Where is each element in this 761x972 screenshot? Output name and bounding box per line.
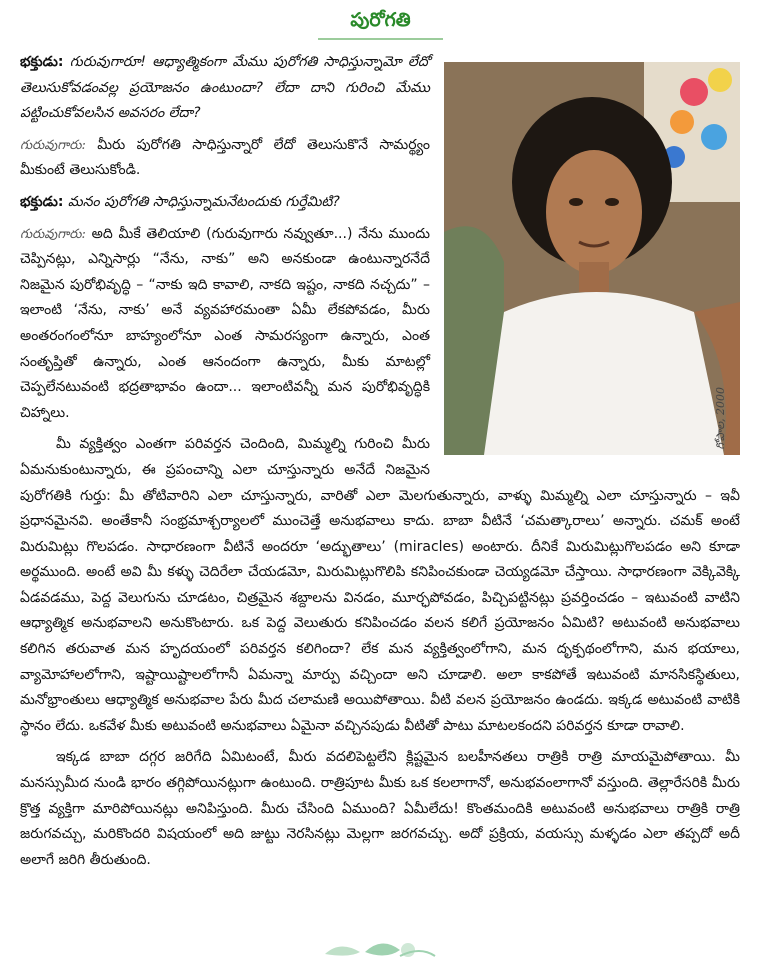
question-text: గురువుగారూ! ఆధ్యాత్మికంగా మేము పురోగతి సాధిస్తున్నామో లేదో తెలుసుకోవడంవల్ల ప్రయోజనం ఉంటుందా? లేదా దాని గురించి మేము పట్టించుకోవలసిన అవసరం లేదా? [20,54,431,122]
article-body [20,50,740,879]
speaker-guru: గురువుగారు: [20,137,86,153]
photo-credit: గోపాల, 2000 [714,386,728,449]
footer-ornament-icon [320,934,440,962]
question-text: మనం పురోగతి సాధిస్తున్నామనేటందుకు గుర్తేమిటి? [67,193,340,210]
guru-photo [444,62,740,455]
body-paragraph-2: ఇక్కడ బాబా దగ్గర జరిగేది ఏమిటంటే, మీరు వదలిపెట్టలేని క్లిష్టమైన బలహీనతలు రాత్రికి రాత్రి మాయమైపోతాయి. మీ మనస్సుమీద నుండి భారం తగ్గిపోయినట్లుగా ఉంటుంది. రాత్రిపూట మీకు ఒక కలలాగానో, అనుభవంలాగానో వస్తుంది. తెల్లారేసరికి మీరు క్రొత్త వ్యక్తిగా మారిపోయినట్లు అనిపిస్తుంది. మీరు చేసింది ఏముంది? ఏమీలేదు! కొంతమందికి అటువంటి అనుభవాలు రాత్రికి రాత్రి జరుగవచ్చు, మరికొందరి విషయంలో అది జుట్టు నెరసినట్లు మెల్లగా జరగవచ్చు. అదో ప్రక్రియ, వయస్సు మళ్ళడం ఎలా తప్పదో అదీ అలాగే జరిగి తీరుతుంది. [20,749,740,868]
page-title: పురోగతి [350,9,411,31]
body-paragraph-1: మీ వ్యక్తిత్వం ఎంతగా పరివర్తన చెందింది, మిమ్మల్ని గురించి మీరు ఏమనుకుంటున్నారు, ఈ ప్రపంచాన్ని ఎలా చూస్తున్నారు అనేదే నిజమైన పురోగతికి గుర్తు: మీ తోటివారిని ఎలా చూస్తున్నారు, వారితో ఎలా మెలగుతున్నారు, వాళ్ళు మిమ్మల్ని ఎలా చూస్తున్నారు – ఇవీ ప్రధానమైనవి. అంతేకానీ సంభ్రమాశ్చర్యాలలో ముంచెత్తే అనుభవాలు కాదు. బాబా వీటినే ‘చమత్కారాలు’ అన్నారు. చమక్ అంటే మిరుమిట్లు గొలపడం. సాధారణంగా వీటినే అందరూ ‘అద్భుతాలు’ (miracles) అంటారు. దీనికే మిరుమిట్లుగొలపడం అని కూడా అర్థముంది. అంటే అవి మీ కళ్ళు చెదిరేలా చేయడమో, మిరుమిట్లుగొలిపి కనిపించకుండా చెయ్యడమో చేస్తాయి. సాధారణంగా వెక్కివెక్కి ఏడవడము, పెద్ద వెలుగును చూడటం, చిత్రమైన శబ్దాలను వినడం, మూర్ఛపోవడం, పిచ్చిపట్టినట్లు ప్రవర్తించడం – ఇటువంటి వాటిని ఆధ్యాత్మిక అనుభవాలని అనుకొంటారు. ఒక పెద్ద వెలుతురు కనిపించడం వలన కలిగే ప్రయోజనం ఏమిటి? అటువంటి అనుభవాలు కలిగిన తరువాత మన హృదయంలో పరివర్తన కలిగిందా? లేక మన వ్యక్తిత్వంలోగాని, మన దృక్పథంలోగాని, మన భయాలు, వ్యామోహాలలోగాని, ఇష్టాయిష్టాలలోగానీ ఏమన్నా మార్పు వచ్చిందా అని చూడాలి. అలా కాకపోతే ఇటువంటి మానసికస్థితులు, మనోభ్రాంతులు ఆధ్యాత్మిక అనుభవాల పేరు మీద చలామణి అయిపోతాయి. వీటి వలన ప్రయోజనం ఉండదు. ఇక్కడ అటువంటి వాటికి స్థానం లేదు. ఒకవేళ మీకు అటువంటి అనుభవాలు ఏమైనా వచ్చినపుడు వీటితో పాటు మాటలకందని పరివర్తన కూడా రావాలి. [20,436,740,734]
answer-text: అది మీకే తెలియాలి (గురువుగారు నవ్వుతూ...) నేను ముందు చెప్పినట్లు, ఎన్నిసార్లు “నేను, నాకు” అని అనకుండా ఉంటున్నారనేదే నిజమైన పురోభివృద్ధి – “నాకు ఇది కావాలి, నాకది ఇష్టం, నాకది నచ్చదు” – ఇలాంటి ‘నేను, నాకు’ అనే వ్యవహారమంతా ఏమీ లేకపోవడం, మీరు అంతరంగంలోనూ బాహ్యంలోనూ ఎంత సామరస్యంగా ఉన్నారు, ఎంత సంతృప్తితో ఉన్నారు, ఎంత ఆనందంగా ఉన్నారు, మీకు మాటల్లో చెప్పలేనటువంటి భద్రతాభావం ఉందా... ఇలాంటివన్నీ మన పురోభివృద్ధికి చిహ్నాలు. [20,225,430,421]
speaker-guru: గురువుగారు: [20,226,86,242]
speaker-devotee: భక్తుడు: [20,193,64,210]
answer-text: మీరు పురోగతి సాధిస్తున్నారో లేదో తెలుసుకొనే సామర్థ్యం మీకుంటే తెలుసుకోండి. [20,136,430,179]
portrait-illustration [444,62,740,455]
speaker-devotee: భక్తుడు: [20,54,64,70]
title-underline [318,38,443,40]
